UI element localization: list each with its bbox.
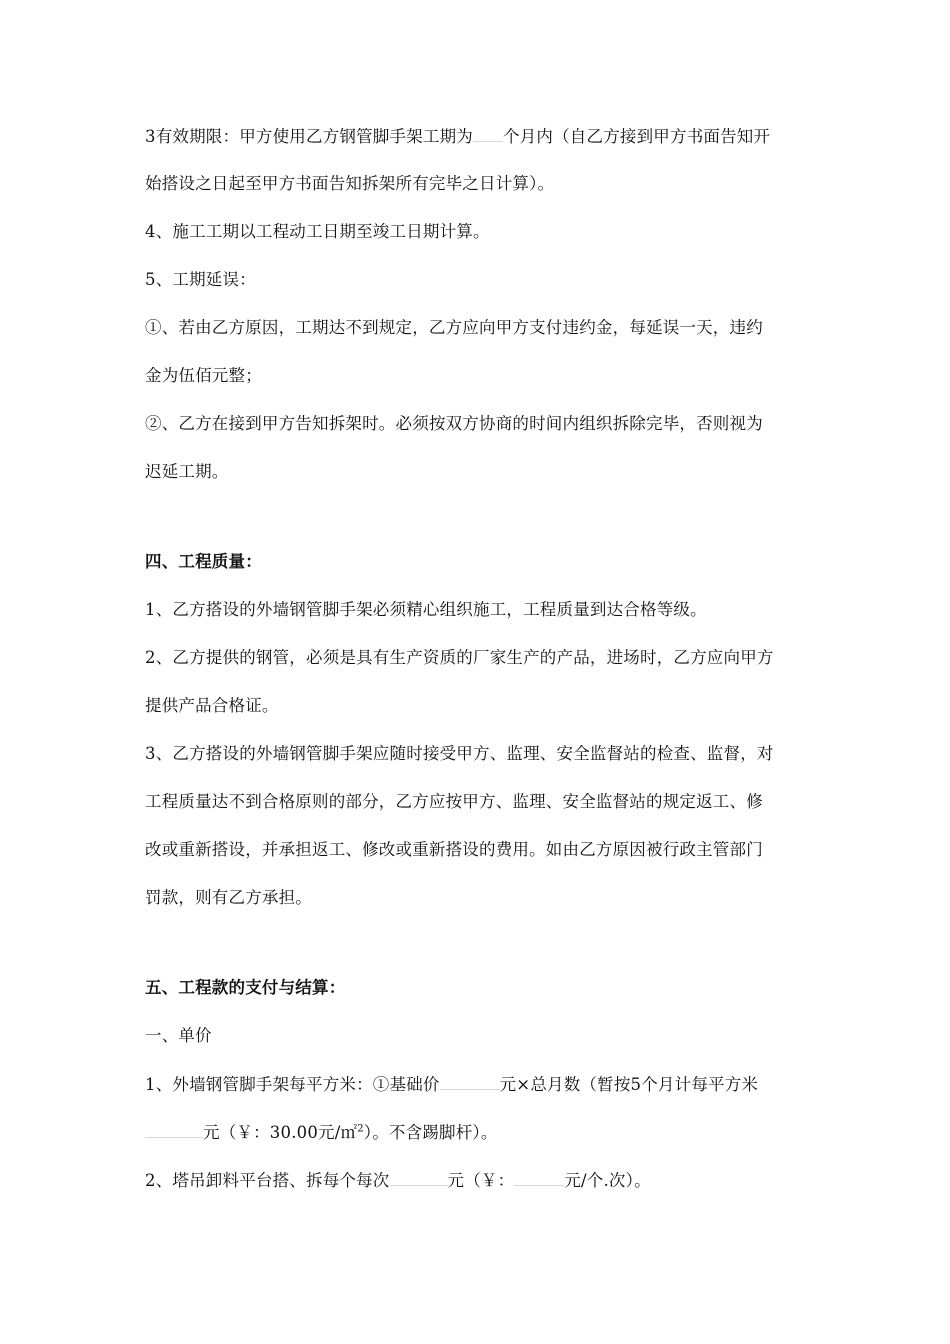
blank-field	[514, 1169, 564, 1186]
paragraph-line: 罚款，则有乙方承担。	[145, 888, 312, 907]
price-line-3	[145, 1169, 651, 1192]
paragraph-line: 5、工期延误：	[145, 270, 256, 289]
paragraph-line: ②、乙方在接到甲方告知拆架时。必须按双方协商的时间内组织拆除完毕，否则视为	[145, 414, 763, 433]
paragraph-line: 改或重新搭设，并承担返工、修改或重新搭设的费用。如由乙方原因被行政主管部门	[145, 840, 763, 859]
price-line-2	[145, 1121, 498, 1144]
section-heading: 四、工程质量：	[145, 552, 262, 571]
text: 元（￥：30.00元/㎡	[203, 1123, 358, 1142]
paragraph-line: 1、乙方搭设的外墙钢管脚手架必须精心组织施工，工程质量到达合格等级。	[145, 600, 707, 619]
blank-field	[145, 1121, 203, 1138]
paragraph-line: 3、乙方搭设的外墙钢管脚手架应随时接受甲方、监理、安全监督站的检查、监督，对	[145, 744, 774, 763]
price-line-1	[145, 1073, 758, 1096]
paragraph-line: 工程质量达不到合格原则的部分，乙方应按甲方、监理、安全监督站的规定返工、修	[145, 792, 763, 811]
text: 元×总月数（暂按5个月计每平方米	[499, 1075, 759, 1094]
paragraph-line: 迟延工期。	[145, 462, 229, 481]
paragraph-line: 4、施工工期以工程动工日期至竣工日期计算。	[145, 222, 490, 241]
text: 个月内（自乙方接到甲方书面告知开	[503, 127, 771, 146]
text: ）。不含踢脚杆）。	[363, 1123, 498, 1142]
blank-field	[440, 1073, 500, 1090]
text: 元（￥：	[447, 1171, 515, 1190]
text: 1、外墙钢管脚手架每平方米：①基础价	[145, 1075, 440, 1094]
paragraph-line: 始搭设之日起至甲方书面告知拆架所有完毕之日计算）。	[145, 174, 555, 193]
superscript: 2	[357, 1123, 364, 1135]
paragraph-line: 提供产品合格证。	[145, 696, 279, 715]
text: 3有效期限：甲方使用乙方钢管脚手架工期为	[145, 127, 473, 146]
text: 2、塔吊卸料平台搭、拆每个每次	[145, 1171, 390, 1190]
subheading: 一、单价	[145, 1026, 212, 1045]
term-validity-line	[145, 125, 770, 148]
paragraph-line: ①、若由乙方原因，工期达不到规定，乙方应向甲方支付违约金，每延误一天，违约	[145, 318, 763, 337]
paragraph-line: 2、乙方提供的钢管，必须是具有生产资质的厂家生产的产品，进场时，乙方应向甲方	[145, 648, 774, 667]
blank-field	[473, 125, 503, 142]
section-heading: 五、工程款的支付与结算：	[145, 978, 346, 997]
text: 元/个.次）。	[564, 1171, 651, 1190]
paragraph-line: 金为伍佰元整；	[145, 366, 262, 385]
blank-field	[390, 1169, 448, 1186]
